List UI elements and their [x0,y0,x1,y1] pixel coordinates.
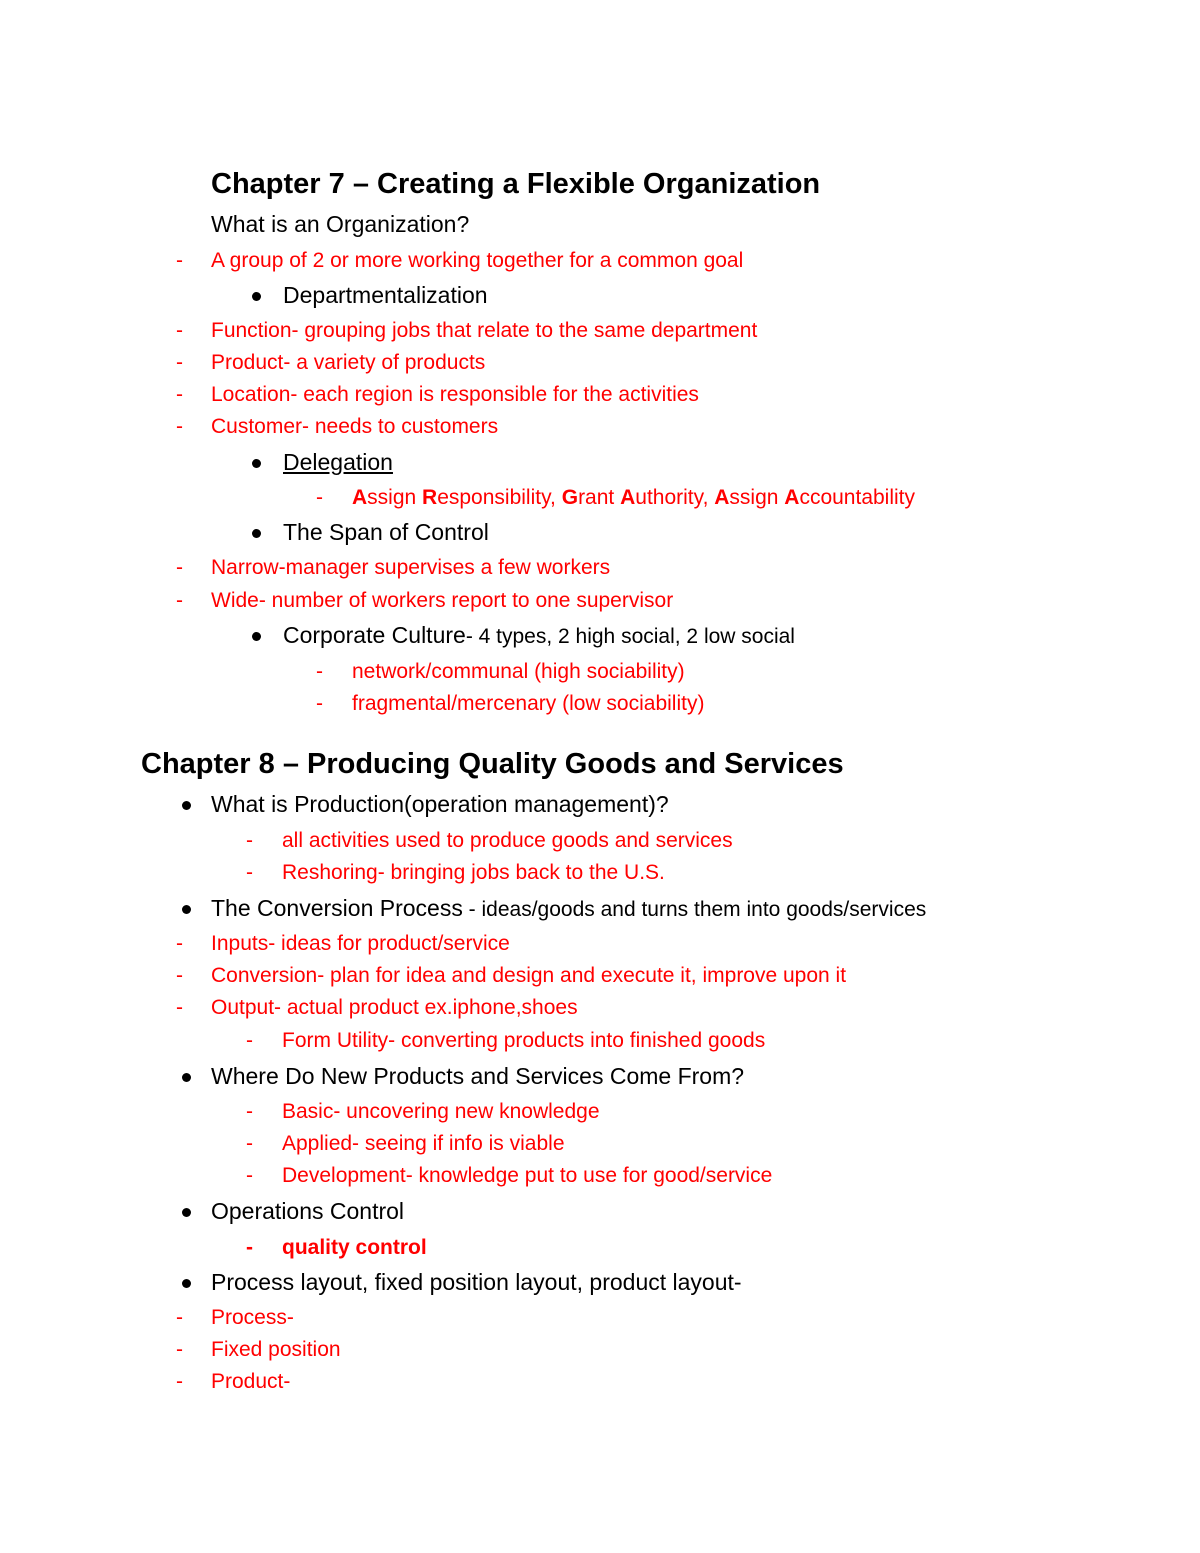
letter-a: A [620,486,636,509]
conversion-process-line [211,897,926,920]
list-item: network/communal (high sociability) [352,660,685,683]
dash-marker: - [176,415,183,438]
text-part: esponsibility, [437,486,562,509]
bullet-icon [252,292,261,301]
dash-marker: - [246,861,253,884]
delegation-heading: Delegation [283,449,393,475]
span-of-control-heading: The Span of Control [283,519,489,545]
corporate-culture-desc: - 4 types, 2 high social, 2 low social [465,625,795,648]
dash-marker: - [246,1100,253,1123]
text-part: ssign [367,486,423,509]
departmentalization-heading: Departmentalization [283,282,488,308]
layout-heading: Process layout, fixed position layout, product layout- [211,1269,742,1295]
dash-marker: - [316,692,323,715]
dash-marker: - [176,249,183,272]
bullet-icon [182,1279,191,1288]
list-item: Product- [211,1370,291,1393]
list-item: Process- [211,1306,294,1329]
dash-marker: - [176,319,183,342]
dash-marker: - [176,351,183,374]
list-item: Location- each region is responsible for the activities [211,383,699,406]
list-item: Reshoring- bringing jobs back to the U.S. [282,861,665,884]
dash-marker: - [176,1306,183,1329]
letter-a: A [784,486,800,509]
dash-marker: - [246,1029,253,1052]
what-is-organization-heading: What is an Organization? [211,211,470,237]
text-part: ssign [729,486,785,509]
list-item: fragmental/mercenary (low sociability) [352,692,705,715]
bullet-icon [182,905,191,914]
list-item: Wide- number of workers report to one supervisor [211,589,674,612]
bullet-icon [182,1073,191,1082]
chapter-7-title: Chapter 7 – Creating a Flexible Organization [211,168,821,200]
text-part: ccountability [799,486,916,509]
corporate-culture-heading: Corporate Culture [283,622,466,648]
production-heading: What is Production(operation management)? [211,791,669,817]
corporate-culture-line [283,624,795,647]
list-item: Basic- uncovering new knowledge [282,1100,600,1123]
dash-marker: - [246,1236,253,1259]
bullet-icon [252,459,261,468]
dash-marker: - [246,1132,253,1155]
list-item: Product- a variety of products [211,351,486,374]
dash-marker: - [176,383,183,406]
list-item: Output- actual product ex.iphone,shoes [211,996,578,1019]
conversion-process-desc: - ideas/goods and turns them into goods/services [462,898,927,921]
list-item: Form Utility- converting products into finished goods [282,1029,766,1052]
dash-marker: - [176,1370,183,1393]
bullet-icon [182,1208,191,1217]
text-part: uthority, [635,486,715,509]
dash-marker: - [176,589,183,612]
quality-control-item: quality control [282,1236,427,1259]
list-item: Development- knowledge put to use for good/service [282,1164,773,1187]
dash-marker: - [176,932,183,955]
letter-r: R [422,486,438,509]
operations-control-heading: Operations Control [211,1198,405,1224]
list-item: Customer- needs to customers [211,415,499,438]
bullet-icon [252,632,261,641]
text-part: rant [578,486,621,509]
list-item: Function- grouping jobs that relate to the same department [211,319,758,342]
list-item: Fixed position [211,1338,341,1361]
list-item: Narrow-manager supervises a few workers [211,556,611,579]
organization-definition: A group of 2 or more working together for a common goal [211,249,744,272]
dash-marker: - [176,964,183,987]
dash-marker: - [246,1164,253,1187]
letter-a: A [352,486,368,509]
new-products-heading: Where Do New Products and Services Come From? [211,1063,745,1089]
conversion-process-heading: The Conversion Process [211,895,463,921]
dash-marker: - [316,660,323,683]
list-item: all activities used to produce goods and services [282,829,733,852]
list-item: Applied- seeing if info is viable [282,1132,565,1155]
dash-marker: - [176,996,183,1019]
letter-g: G [561,486,579,509]
list-item: Inputs- ideas for product/service [211,932,510,955]
dash-marker: - [316,486,323,509]
list-item: Conversion- plan for idea and design and execute it, improve upon it [211,964,847,987]
dash-marker: - [246,829,253,852]
letter-a: A [714,486,730,509]
chapter-8-title: Chapter 8 – Producing Quality Goods and Services [141,748,844,780]
dash-marker: - [176,556,183,579]
bullet-icon [252,529,261,538]
delegation-steps [352,487,915,508]
dash-marker: - [176,1338,183,1361]
bullet-icon [182,801,191,810]
